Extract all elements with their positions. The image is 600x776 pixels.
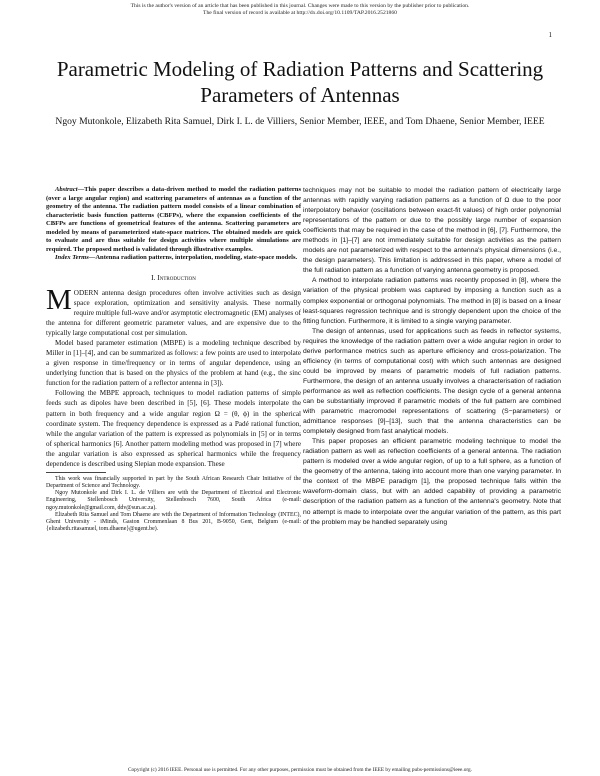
paper-authors: Ngoy Mutonkole, Elizabeth Rita Samuel, Dirk I. L. de Villiers, Senior Member, IEEE, and Tom Dhaene, Senior Member, IEEE [55,116,545,127]
right-column [303,186,561,528]
intro-paragraph-3: Following the MBPE approach, techniques to model radiation patterns of simple feeds such as dipoles have been described in [5], [6]. These models interpolate the pattern in both frequency and a wide angular region Ω = (θ, ϕ) in the spherical coordinate system. The frequency dependence is expressed as a Padé rational function, while the angular variation of the pattern is expressed as polynomials in [5] or in terms of spherical harmonics [6]. Another pattern modeling method was proposed in [7] where the angular variation is also expressed as spherical harmonics while the frequency dependence is described using Slepian mode expansion. These [46,389,301,468]
paper-title: Parametric Modeling of Radiation Patterns and Scattering Parameters of Antennas [56,57,544,107]
publisher-notice-line-1: This is the author's version of an article that has been published in this journal. Changes were made to this version by the publisher prior to publication. [130,3,470,9]
footnote-divider [46,472,106,473]
abstract [46,186,301,254]
right-paragraph-2: A method to interpolate radiation patterns was recently proposed in [8], where the variation of the physical problem was captured by imposing a function such as a complex exponential or orthogonal polynomials. The method in [8] is based on a linear least-squares regression technique and is strongly dependent upon the choice of the fitting function. Furthermore, it is limited to a single varying parameter. [303,277,561,325]
left-column [46,186,301,533]
footnote-funding: This work was financially supported in part by the South African Research Chair Initiative of the Department of Science and Technology. [46,475,301,490]
footnote-affiliation-stellenbosch: Ngoy Mutonkole and Dirk I. L. de Villiers are with the Department of Electrical and Electronic Engineering, Stellenbosch University, Stellenbosch 7600, South Africa (e-mail: ngoy.mutonkole@gmail.com, ddv@sun.ac.za). [46,490,301,511]
copyright-footer: Copyright (c) 2016 IEEE. Personal use is permitted. For any other purposes, permission must be obtained from the IEEE by emailing pubs-permissions@ieee.org. [127,767,472,773]
index-terms-text: —Antenna radiation patterns, interpolation, modeling, state-space models. [88,254,298,262]
intro-paragraph-1-text: ODERN antenna design procedures often involve activities such as design space exploration, optimization and sensitivity analysis. These normally require multiple full-wave and/or asymptotic electromagnetic (EM) analyses of the antenna for different geometric parameter values, and are expensive due to the typically large computational cost per simulation. [46,288,301,338]
publisher-notice-line-2: The final version of record is available at http://dx.doi.org/10.1109/TAP.2016.2521860 [203,10,397,16]
drop-cap-letter: M [46,283,72,316]
right-paragraph-3: The design of antennas, used for applications such as feeds in reflector systems, requires the knowledge of the radiation pattern over a wide angular region in order to derive performance metrics such as aperture efficiency and cross-polarization. The efficiency (in terms of computational cost) with which such antennas are designed could be improved by means of parametric models of full radiation patterns. Furthermore, the design of an antenna usually involves a characterisation of radiation performance as well as reflection coefficients. The design cycle of a general antenna can be substantially improved if parametric models of the full pattern are combined with parametric macromodel representations of scattering (S−parameters) or admittance responses [9]–[13], such that the antenna characteristics can be completely designed from fast analytical models. [303,327,561,436]
intro-paragraph-1 [46,283,301,338]
right-paragraph-1: techniques may not be suitable to model the radiation pattern of electrically large antennas with rapidly varying radiation patterns as a function of Ω due to the poor interpolatory behavior (oscillations between exact-fit values) of high order polynomial representations of the pattern or due to the possibly large number of expansion coefficients that may be required in the case of the method in [6], [7]. Furthermore, the methods in [1]–[7] are not immediately suitable for design activities as the pattern models are not parameterized with respect to the antenna's physical dimensions (i.e., the design parameters). This limitation is addressed in this paper, where a model of the full radiation pattern as a function of varying antenna geometry is proposed. [303,187,561,275]
page-number: 1 [548,31,552,39]
index-terms-lead: Index Terms [55,254,89,262]
footnote-affiliation-ghent: Elizabeth Rita Samuel and Tom Dhaene are with the Department of Information Technology (INTEC), Ghent University - iMinds, Gaston Crommenlaan 8 Bus 201, B-9050, Gent, Belgium (e-mail: {elizabeth.ritasamuel, tom.dhaene}@ugent.be). [46,511,301,533]
section-heading-introduction: I. Introduction [151,272,196,282]
abstract-lead: Abstract [55,186,78,193]
abstract-text: —This paper describes a data-driven method to model the radiation patterns (over a large angular region) and scattering parameters of antennas as a function of the geometry of the antenna. The radiation pattern model consists of a linear combination of characteristic basis function patterns (CBFPs), where the expansion coefficients of the CBFPs are functions of geometrical features of the antenna. Scattering parameters are modeled by means of parameterized state-space matrices. The obtained models are quick to evaluate and are thus suitable for design activities where multiple simulations are required. The proposed method is validated through illustrative examples. [46,186,301,253]
index-terms [46,254,301,263]
right-paragraph-4: This paper proposes an efficient parametric modeling technique to model the radiation pattern as well as reflection coefficients of a general antenna. The radiation pattern is modeled over a wide angular region, of up to a full sphere, as a function of the geometry of the antenna, taking into account more than one varying parameter. In the context of the MBPE paradigm [1], the proposed technique falls within the waveform-domain class, but with an added capability of providing a parametric description of the radiation pattern as a function of the antenna's geometry. Note that no attempt is made to interpolate over the angular variation of the pattern, as this part of the problem may be handled separately using [303,438,561,526]
intro-paragraph-2: Model based parameter estimation (MBPE) is a modeling technique described by Miller in [1]–[4], and can be summarized as follows: a few points are used to interpolate a given response in time/frequency or in terms of angular dependence, using an underlying function that is based on the physics of the problem at hand (e.g., the sinc function for the radiation pattern of a reflector antenna in [3]). [46,339,301,388]
